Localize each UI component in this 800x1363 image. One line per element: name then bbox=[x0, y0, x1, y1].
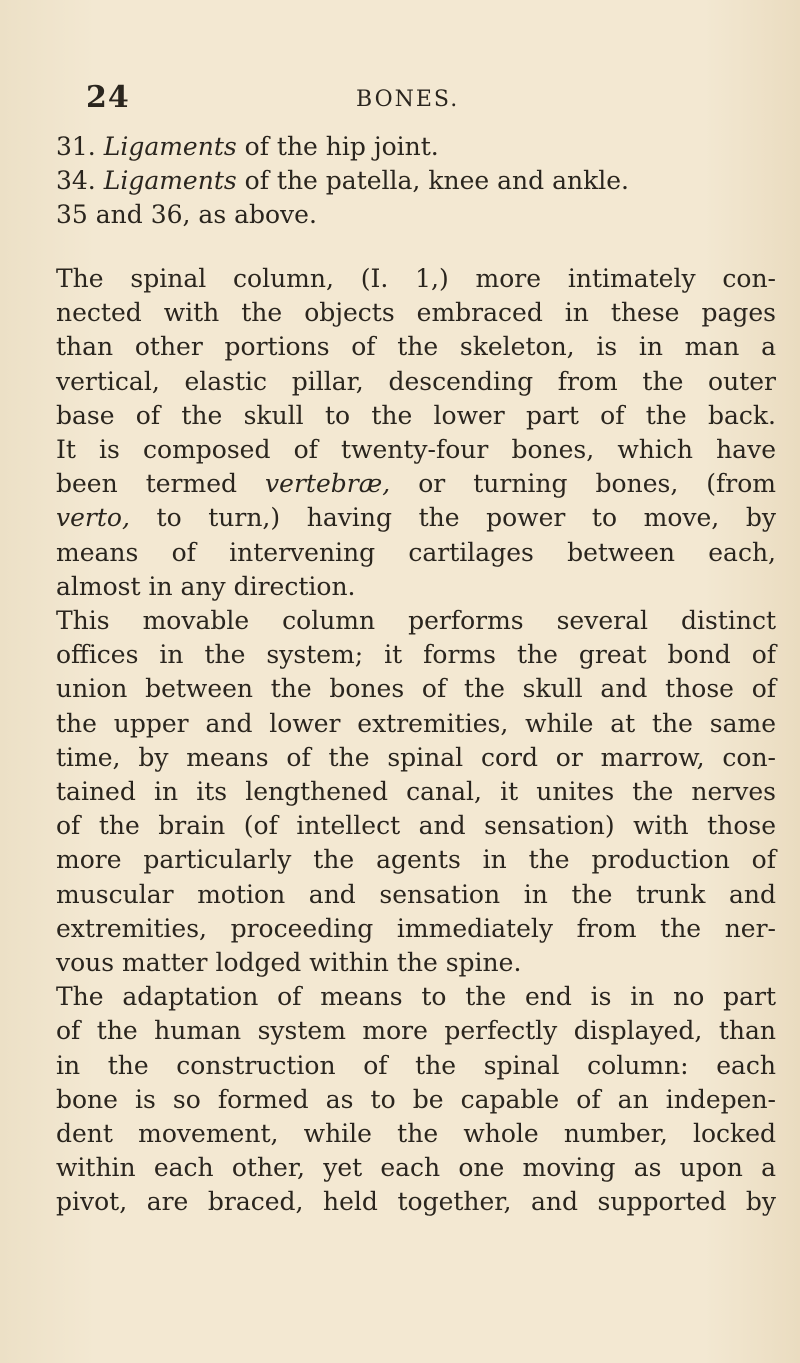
text-run: or turning bones, (from bbox=[390, 469, 777, 499]
list-item-number: 35 and 36, as above. bbox=[56, 200, 317, 229]
text-line: vertical, elastic pillar, descending from the outer bbox=[56, 366, 776, 396]
text-line: The spinal column, (I. 1,) more intimately con- bbox=[56, 264, 776, 293]
ligament-list bbox=[56, 130, 760, 232]
text-line: means of intervening cartilages between each, bbox=[56, 537, 776, 567]
text-line: more particularly the agents in the production of bbox=[56, 845, 776, 875]
text-line: The adaptation of means to the end is in no part bbox=[56, 982, 776, 1012]
paragraph-adaptation bbox=[56, 980, 776, 1219]
text-line: of the brain (of intellect and sensation) with those bbox=[56, 811, 776, 841]
text-line: vous matter lodged within the spine. bbox=[56, 948, 522, 978]
italic-term: verto, bbox=[56, 503, 130, 533]
text-line: tained in its lengthened canal, it unites the nerves bbox=[56, 777, 776, 807]
text-line: muscular motion and sensation in the trunk and bbox=[56, 879, 776, 909]
text-line: pivot, are braced, held together, and supported by bbox=[56, 1187, 776, 1217]
text-line: This movable column performs several distinct bbox=[56, 606, 776, 636]
text-line: base of the skull to the lower part of the back. bbox=[56, 400, 776, 430]
paragraph-movable-column bbox=[56, 604, 776, 980]
text-line: nected with the objects embraced in these pages bbox=[56, 298, 776, 328]
text-line: almost in any direction. bbox=[56, 571, 356, 601]
list-item-italic: Ligaments bbox=[103, 132, 237, 161]
text-line: bone is so formed as to be capable of an indepen- bbox=[56, 1084, 776, 1114]
list-item-text: of the patella, knee and ankle. bbox=[236, 166, 629, 195]
text-line: in the construction of the spinal column: each bbox=[56, 1050, 776, 1080]
text-line bbox=[56, 501, 776, 535]
text-line bbox=[56, 467, 776, 501]
body-text bbox=[56, 262, 777, 1220]
list-item-number: 34. bbox=[56, 166, 96, 195]
text-line: dent movement, while the whole number, locked bbox=[56, 1119, 776, 1149]
list-item bbox=[56, 164, 760, 198]
page-number: 24 bbox=[86, 80, 130, 115]
text-line: extremities, proceeding immediately from the ner- bbox=[56, 913, 776, 943]
text-line: the upper and lower extremities, while at the same bbox=[56, 708, 776, 738]
text-run: to turn,) having the power to move, by bbox=[129, 503, 776, 533]
text-line: It is composed of twenty-four bones, which have bbox=[56, 435, 776, 465]
text-line: union between the bones of the skull and those of bbox=[56, 674, 776, 704]
paragraph-spinal-column bbox=[56, 262, 777, 604]
italic-term: vertebræ, bbox=[265, 469, 391, 499]
text-line: time, by means of the spinal cord or marrow, con- bbox=[56, 742, 776, 772]
running-head: BONES. bbox=[356, 87, 460, 112]
list-item bbox=[56, 130, 760, 164]
list-item-italic: Ligaments bbox=[103, 166, 237, 195]
text-run: been termed bbox=[56, 469, 266, 499]
page-header bbox=[56, 0, 760, 115]
text-line: of the human system more perfectly displayed, than bbox=[56, 1016, 776, 1046]
text-line: offices in the system; it forms the great bond of bbox=[56, 640, 776, 670]
list-item bbox=[56, 198, 760, 232]
list-item-text: of the hip joint. bbox=[236, 132, 439, 161]
text-line: within each other, yet each one moving as upon a bbox=[56, 1153, 776, 1183]
text-line: than other portions of the skeleton, is in man a bbox=[56, 332, 776, 362]
list-item-number: 31. bbox=[56, 132, 96, 161]
